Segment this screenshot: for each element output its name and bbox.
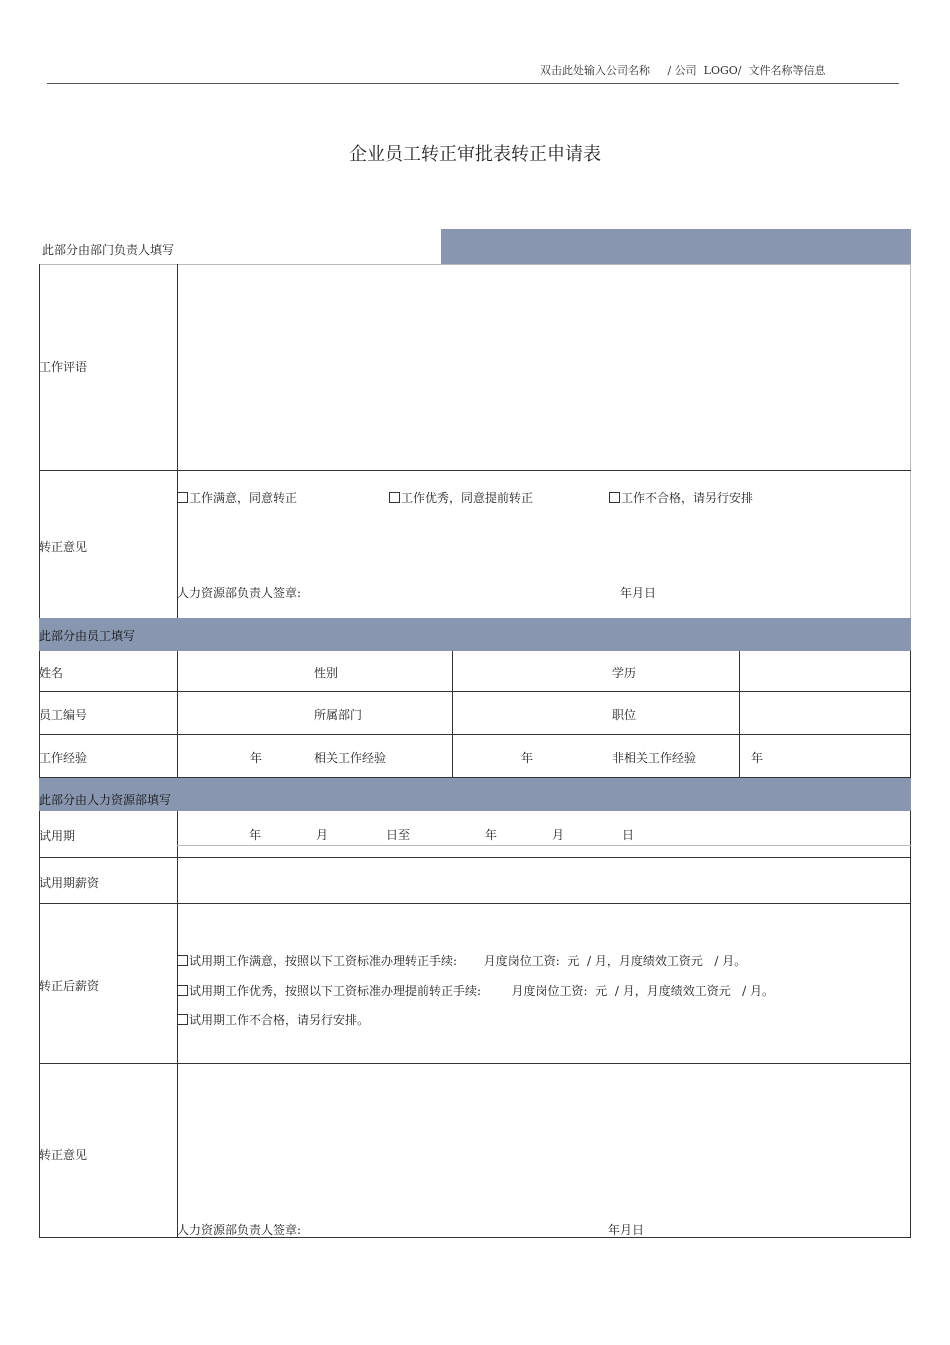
probation-label: 试用期 xyxy=(39,829,76,843)
employee-id-label: 员工编号 xyxy=(39,708,88,722)
department-label: 所属部门 xyxy=(314,708,363,722)
salary-option-excellent[interactable] xyxy=(177,982,774,999)
grid-line xyxy=(452,651,453,777)
unrelated-experience-unit: 年 xyxy=(751,751,764,765)
probation-salary-field[interactable] xyxy=(179,859,908,901)
probation-end-day: 日 xyxy=(622,828,635,842)
education-label: 学历 xyxy=(612,666,637,680)
grid-line xyxy=(910,651,911,777)
section3-opinion-label: 转正意见 xyxy=(39,1148,88,1162)
grid-line xyxy=(39,903,911,904)
grid-line xyxy=(39,470,911,471)
company-info-header: 双击此处输入公司名称 / 公司 LOGO/ 文件名称等信息 xyxy=(540,64,826,77)
grid-line xyxy=(739,651,740,777)
unrelated-experience-label: 非相关工作经验 xyxy=(612,751,697,765)
probation-salary-label: 试用期薪资 xyxy=(39,876,100,890)
section1-label: 此部分由部门负责人填写 xyxy=(42,243,175,257)
salary-option-unqualified[interactable] xyxy=(177,1011,369,1028)
checkbox-icon[interactable] xyxy=(389,492,400,503)
work-experience-label: 工作经验 xyxy=(39,751,88,765)
grid-line xyxy=(39,264,40,618)
option-unqualified[interactable] xyxy=(609,489,753,506)
work-comment-field[interactable] xyxy=(179,266,908,468)
section3-date-label: 年月日 xyxy=(608,1223,645,1237)
probation-start-year: 年 xyxy=(249,828,262,842)
related-experience-unit: 年 xyxy=(521,751,534,765)
probation-start-day: 日至 xyxy=(386,828,411,842)
name-label: 姓名 xyxy=(39,666,64,680)
related-experience-label: 相关工作经验 xyxy=(314,751,387,765)
salary-option-excellent-label: 试用期工作优秀，按照以下工资标准办理提前转正手续: 月度岗位工资: 元 / 月，月度绩效工资元 / 月。 xyxy=(189,984,775,998)
post-salary-label: 转正后薪资 xyxy=(39,979,100,993)
employee-id-field[interactable] xyxy=(179,693,312,732)
gender-field[interactable] xyxy=(454,653,602,689)
grid-line xyxy=(910,264,911,618)
option-excellent[interactable] xyxy=(389,489,533,506)
date-label: 年月日 xyxy=(620,586,657,600)
header-divider xyxy=(47,83,899,84)
grid-line xyxy=(39,734,911,735)
section2-header-band xyxy=(39,618,911,651)
checkbox-icon[interactable] xyxy=(177,1014,188,1025)
section2-label: 此部分由员工填写 xyxy=(39,629,136,643)
section3-signature-label: 人力资源部负责人签章: xyxy=(177,1223,302,1237)
checkbox-icon[interactable] xyxy=(177,955,188,966)
grid-line xyxy=(177,651,178,777)
probation-end-month: 月 xyxy=(552,828,565,842)
grid-line xyxy=(910,811,911,1237)
section3-label: 此部分由人力资源部填写 xyxy=(39,793,172,807)
salary-option-satisfied-label: 试用期工作满意，按照以下工资标准办理转正手续: 月度岗位工资: 元 / 月，月度绩效工资元 / 月。 xyxy=(189,954,747,968)
probation-start-month: 月 xyxy=(316,828,329,842)
checkbox-icon[interactable] xyxy=(177,985,188,996)
position-label: 职位 xyxy=(612,708,637,722)
section3-opinion-field[interactable] xyxy=(179,1065,908,1210)
signature-label: 人力资源部负责人签章: xyxy=(177,586,302,600)
section1-opinion-label: 转正意见 xyxy=(39,540,88,554)
salary-option-satisfied[interactable] xyxy=(177,952,746,969)
department-field[interactable] xyxy=(454,693,602,732)
probation-end-year: 年 xyxy=(485,828,498,842)
position-field[interactable] xyxy=(741,693,908,732)
grid-line xyxy=(177,264,178,618)
grid-line xyxy=(39,1237,911,1238)
document-title: 企业员工转正审批表转正申请表 xyxy=(349,144,601,165)
salary-option-unqualified-label: 试用期工作不合格，请另行安排。 xyxy=(189,1013,370,1027)
option-excellent-label: 工作优秀，同意提前转正 xyxy=(401,491,534,505)
work-comment-label: 工作评语 xyxy=(39,360,88,374)
section1-header-band xyxy=(441,229,911,264)
name-field[interactable] xyxy=(179,653,312,689)
work-experience-unit: 年 xyxy=(250,751,263,765)
option-satisfied[interactable] xyxy=(177,489,297,506)
checkbox-icon[interactable] xyxy=(609,492,620,503)
grid-line xyxy=(177,845,911,846)
grid-line xyxy=(39,691,911,692)
option-unqualified-label: 工作不合格，请另行安排 xyxy=(621,491,754,505)
checkbox-icon[interactable] xyxy=(177,492,188,503)
gender-label: 性别 xyxy=(314,666,339,680)
grid-line xyxy=(39,264,911,265)
education-field[interactable] xyxy=(741,653,908,689)
grid-line xyxy=(39,1063,911,1064)
grid-line xyxy=(39,857,911,858)
option-satisfied-label: 工作满意，同意转正 xyxy=(189,491,298,505)
